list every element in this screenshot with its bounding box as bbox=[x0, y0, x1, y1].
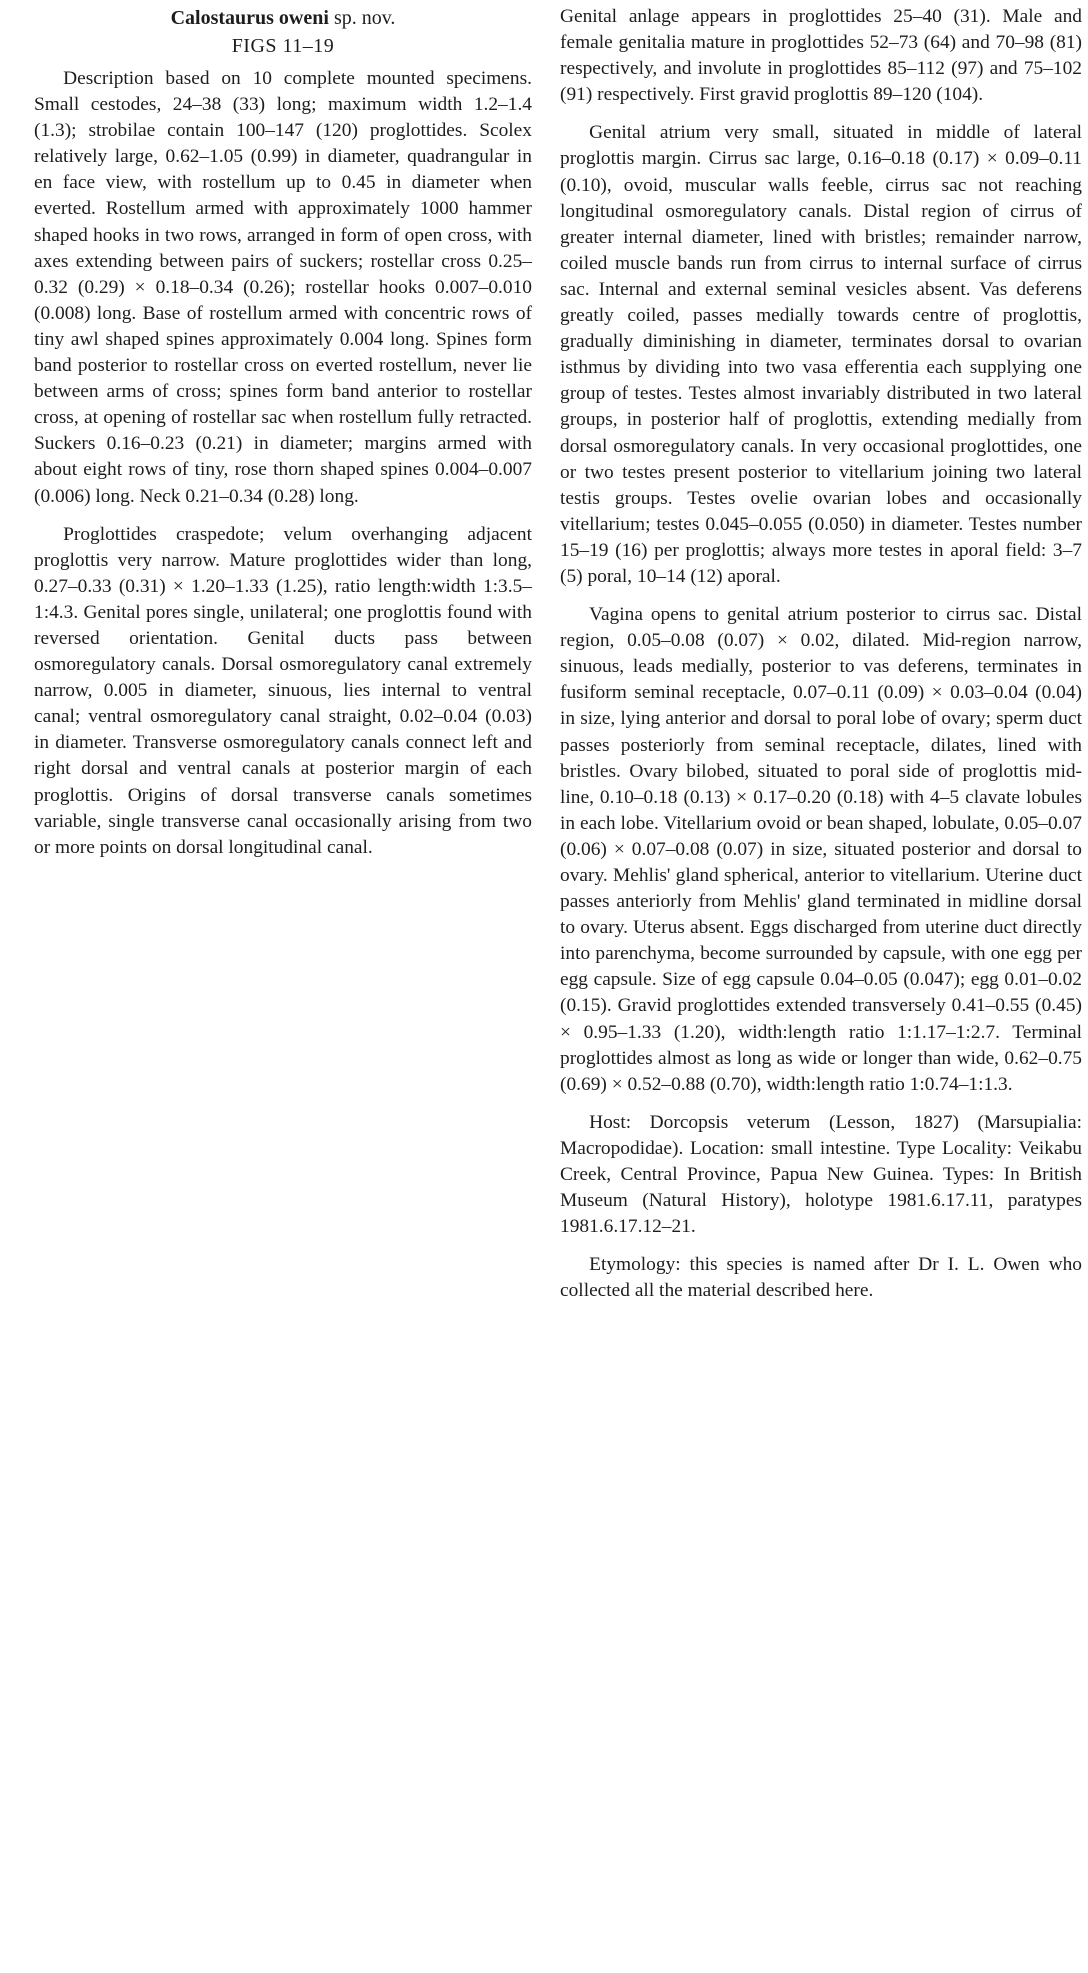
species-name: Calostaurus oweni bbox=[170, 7, 329, 29]
description-paragraph: Description based on 10 complete mounted specimens. Small cestodes, 24–38 (33) long; maximum width 1.2–1.4 (1.3); strobilae contain 100–147 (120) proglottides. Scolex relatively large, 0.62–1.05 (0.99) in diameter, quadrangular in en face view, with rostellum up to 0.45 in diameter when everted. Rostellum armed with approximately 1000 hammer shaped hooks in two rows, arranged in form of open cross, with axes extending between pairs of suckers; rostellar cross 0.25–0.32 (0.29) × 0.18–0.34 (0.26); rostellar hooks 0.007–0.010 (0.008) long. Base of rostellum armed with concentric rows of tiny awl shaped spines approximately 0.004 long. Spines form band posterior to rostellar cross on everted rostellum, never lie between arms of cross; spines form band anterior to rostellar cross, at opening of rostellar sac when rostellum fully retracted. Suckers 0.16–0.23 (0.21) in diameter; margins armed with about eight rows of tiny, rose thorn shaped spines 0.004–0.007 (0.006) long. Neck 0.21–0.34 (0.28) long. bbox=[34, 68, 532, 507]
species-suffix: sp. nov. bbox=[328, 7, 396, 29]
species-heading bbox=[34, 4, 532, 60]
etymology-paragraph: Etymology: this species is named after Dr I. L. Owen who collected all the material described here. bbox=[560, 1254, 1082, 1302]
genital-atrium-paragraph: Genital atrium very small, situated in middle of lateral proglottis margin. Cirrus sac large, 0.16–0.18 (0.17) × 0.09–0.11 (0.10), ovoid, muscular walls feeble, cirrus sac not reaching longitudinal osmoregulatory canals. Distal region of cirrus of greater internal diameter, lined with bristles; remainder narrow, coiled muscle bands run from cirrus to internal surface of cirrus sac. Internal and external seminal vesicles absent. Vas deferens greatly coiled, passes medially towards centre of proglottis, gradually diminishing in diameter, terminates dorsal to ovarian isthmus by dividing into two vasa efferentia each supplying one group of testes. Testes almost invariably distributed in two lateral groups, in posterior half of proglottis, extending medially from dorsal osmoregulatory canals. In very occasional proglottides, one or two testes present posterior to vitellarium joining two lateral testis groups. Testes ovelie ovarian lobes and occasionally vitellarium; testes 0.045–0.055 (0.050) in diameter. Testes number 15–19 (16) per proglottis; always more testes in aporal field: 3–7 (5) poral, 10–14 (12) aporal. bbox=[560, 122, 1082, 587]
figures-reference: FIGS 11–19 bbox=[231, 35, 335, 57]
right-column bbox=[560, 4, 1082, 1305]
genital-anlage-paragraph: Genital anlage appears in proglottides 25–40 (31). Male and female genitalia mature in proglottides 52–73 (64) and 70–98 (81) respectively, and involute in proglottides 85–112 (97) and 75–102 (91) respectively. First gravid proglottis 89–120 (104). bbox=[560, 6, 1082, 106]
vagina-paragraph: Vagina opens to genital atrium posterior to cirrus sac. Distal region, 0.05–0.08 (0.07) × 0.02, dilated. Mid-region narrow, sinuous, leads medially, posterior to vas deferens, terminates in fusiform seminal receptacle, 0.07–0.11 (0.09) × 0.03–0.04 (0.04) in size, lying anterior and dorsal to poral lobe of ovary; sperm duct passes posteriorly from seminal receptacle, dilates, lined with bristles. Ovary bilobed, situated to poral side of proglottis mid-line, 0.10–0.18 (0.13) × 0.17–0.20 (0.18) with 4–5 clavate lobules in each lobe. Vitellarium ovoid or bean shaped, lobulate, 0.05–0.07 (0.06) × 0.07–0.08 (0.07) in size, situated posterior and dorsal to ovary. Mehlis' gland spherical, anterior to vitellarium. Uterine duct passes anteriorly from Mehlis' gland terminated in midline dorsal to ovary. Uterus absent. Eggs discharged from uterine duct directly into parenchyma, become surrounded by capsule, with one egg per egg capsule. Size of egg capsule 0.04–0.05 (0.047); egg 0.01–0.02 (0.15). Gravid proglottides extended transversely 0.41–0.55 (0.45) × 0.95–1.33 (1.20), width:length ratio 1:1.17–1:2.7. Terminal proglottides almost as long as wide or longer than wide, 0.62–0.75 (0.69) × 0.52–0.88 (0.70), width:length ratio 1:0.74–1:1.3. bbox=[560, 604, 1082, 1095]
left-column bbox=[34, 4, 532, 873]
proglottides-paragraph: Proglottides craspedote; velum overhanging adjacent proglottis very narrow. Mature proglottides wider than long, 0.27–0.33 (0.31) × 1.20–1.33 (1.25), ratio length:width 1:3.5–1:4.3. Genital pores single, unilateral; one proglottis found with reversed orientation. Genital ducts pass between osmoregulatory canals. Dorsal osmoregulatory canal extremely narrow, 0.005 in diameter, sinuous, lies internal to ventral canal; ventral osmoregulatory canal straight, 0.02–0.04 (0.03) in diameter. Transverse osmoregulatory canals connect left and right dorsal and ventral canals at posterior margin of each proglottis. Origins of dorsal transverse canals sometimes variable, single transverse canal occasionally arising from two or more points on dorsal longitudinal canal. bbox=[34, 523, 532, 858]
host-paragraph: Host: Dorcopsis veterum (Lesson, 1827) (Marsupialia: Macropodidae). Location: small intestine. Type Locality: Veikabu Creek, Central Province, Papua New Guinea. Types: In British Museum (Natural History), holotype 1981.6.17.11, paratypes 1981.6.17.12–21. bbox=[560, 1111, 1082, 1238]
species-title bbox=[34, 4, 532, 32]
